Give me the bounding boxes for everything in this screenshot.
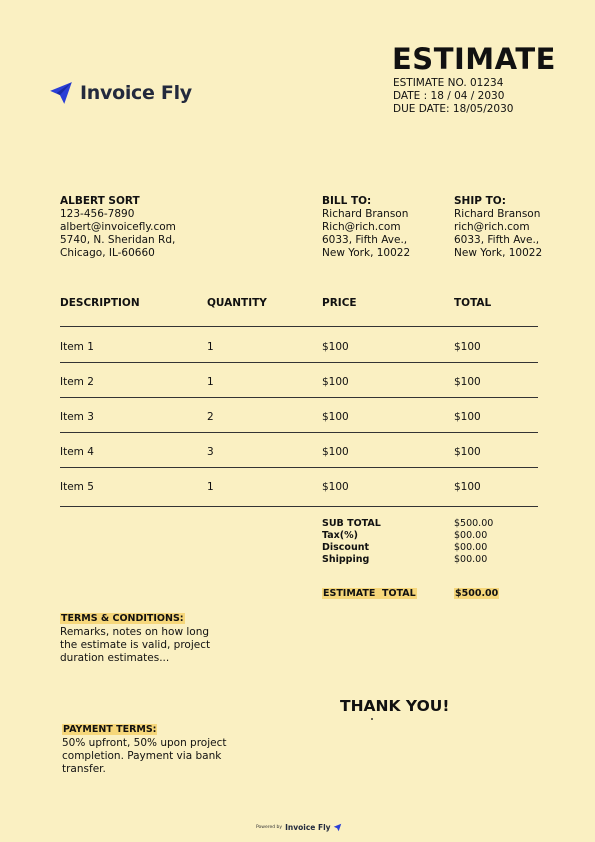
row-description: Item 1 bbox=[60, 341, 94, 353]
table-divider bbox=[60, 397, 538, 398]
row-price: $100 bbox=[322, 341, 349, 353]
ship-to-heading: SHIP TO: bbox=[454, 195, 506, 207]
paper-plane-icon bbox=[48, 80, 74, 106]
estimate-date: DATE : 18 / 04 / 2030 bbox=[393, 90, 505, 102]
sender-street: 5740, N. Sheridan Rd, bbox=[60, 234, 176, 246]
tax-label: Tax(%) bbox=[322, 530, 358, 541]
bill-to-street: 6033, Fifth Ave., bbox=[322, 234, 408, 246]
row-total: $100 bbox=[454, 341, 481, 353]
column-header-price: PRICE bbox=[322, 297, 357, 309]
table-divider bbox=[60, 432, 538, 433]
bill-to-block bbox=[322, 195, 410, 260]
company-logo bbox=[48, 80, 192, 106]
sender-name: ALBERT SORT bbox=[60, 195, 140, 207]
shipping-value: $00.00 bbox=[454, 554, 488, 565]
ship-to-city: New York, 10022 bbox=[454, 247, 543, 259]
logo-text: Invoice Fly bbox=[80, 82, 192, 104]
row-total: $100 bbox=[454, 411, 481, 423]
ship-to-name: Richard Branson bbox=[454, 208, 541, 220]
sender-city: Chicago, IL-60660 bbox=[60, 247, 155, 259]
row-total: $100 bbox=[454, 446, 481, 458]
shipping-label: Shipping bbox=[322, 554, 370, 565]
column-header-total: TOTAL bbox=[454, 297, 492, 309]
row-quantity: 1 bbox=[207, 376, 214, 388]
estimate-number: ESTIMATE NO. 01234 bbox=[393, 77, 504, 89]
table-divider bbox=[60, 506, 538, 507]
table-divider bbox=[60, 326, 538, 327]
discount-value: $00.00 bbox=[454, 542, 488, 553]
sender-phone: 123-456-7890 bbox=[60, 208, 135, 220]
ship-to-block bbox=[454, 195, 542, 260]
row-description: Item 5 bbox=[60, 481, 94, 493]
row-quantity: 3 bbox=[207, 446, 214, 458]
terms-heading bbox=[60, 613, 185, 624]
powered-by-label: Powered by bbox=[256, 825, 283, 830]
paper-plane-icon bbox=[333, 823, 342, 832]
table-divider bbox=[60, 362, 538, 363]
row-price: $100 bbox=[322, 411, 349, 423]
document-title: ESTIMATE bbox=[392, 42, 556, 76]
bill-to-city: New York, 10022 bbox=[322, 247, 411, 259]
column-header-quantity: QUANTITY bbox=[207, 297, 267, 309]
row-price: $100 bbox=[322, 481, 349, 493]
subtotal-value: $500.00 bbox=[454, 518, 494, 529]
bill-to-email: Rich@rich.com bbox=[322, 221, 401, 233]
row-price: $100 bbox=[322, 446, 349, 458]
row-quantity: 2 bbox=[207, 411, 214, 423]
estimate-due-date: DUE DATE: 18/05/2030 bbox=[393, 103, 514, 115]
row-quantity: 1 bbox=[207, 481, 214, 493]
subtotal-label: SUB TOTAL bbox=[322, 518, 381, 529]
bill-to-name: Richard Branson bbox=[322, 208, 409, 220]
discount-label: Discount bbox=[322, 542, 370, 553]
column-header-description: DESCRIPTION bbox=[60, 297, 140, 309]
row-total: $100 bbox=[454, 376, 481, 388]
row-total: $100 bbox=[454, 481, 481, 493]
payment-terms-body: 50% upfront, 50% upon project completion. Payment via bank transfer. bbox=[62, 737, 227, 775]
row-description: Item 4 bbox=[60, 446, 94, 458]
row-price: $100 bbox=[322, 376, 349, 388]
terms-heading-text: TERMS & CONDITIONS: bbox=[61, 613, 184, 624]
payment-terms-heading bbox=[62, 724, 157, 735]
ship-to-street: 6033, Fifth Ave., bbox=[454, 234, 540, 246]
row-description: Item 2 bbox=[60, 376, 94, 388]
table-divider bbox=[60, 467, 538, 468]
terms-body: Remarks, notes on how long the estimate is valid, project duration estimates... bbox=[60, 626, 211, 664]
row-description: Item 3 bbox=[60, 411, 94, 423]
thank-you-text: THANK YOU! bbox=[340, 697, 450, 715]
ship-to-email: rich@rich.com bbox=[454, 221, 530, 233]
sender-email: albert@invoicefly.com bbox=[60, 221, 176, 233]
estimate-meta bbox=[393, 77, 513, 116]
row-quantity: 1 bbox=[207, 341, 214, 353]
footer-powered-by bbox=[256, 823, 342, 832]
estimate-total-value bbox=[454, 588, 499, 599]
payment-terms-heading-text: PAYMENT TERMS: bbox=[63, 724, 157, 735]
estimate-total-value-text: $500.00 bbox=[455, 588, 499, 599]
estimate-total-label bbox=[322, 588, 417, 599]
estimate-total-label-text: ESTIMATE TOTAL bbox=[323, 588, 416, 599]
bill-to-heading: BILL TO: bbox=[322, 195, 372, 207]
footer-brand: Invoice Fly bbox=[285, 823, 331, 832]
sender-block bbox=[60, 195, 176, 260]
decorative-dot bbox=[371, 718, 373, 720]
tax-value: $00.00 bbox=[454, 530, 488, 541]
